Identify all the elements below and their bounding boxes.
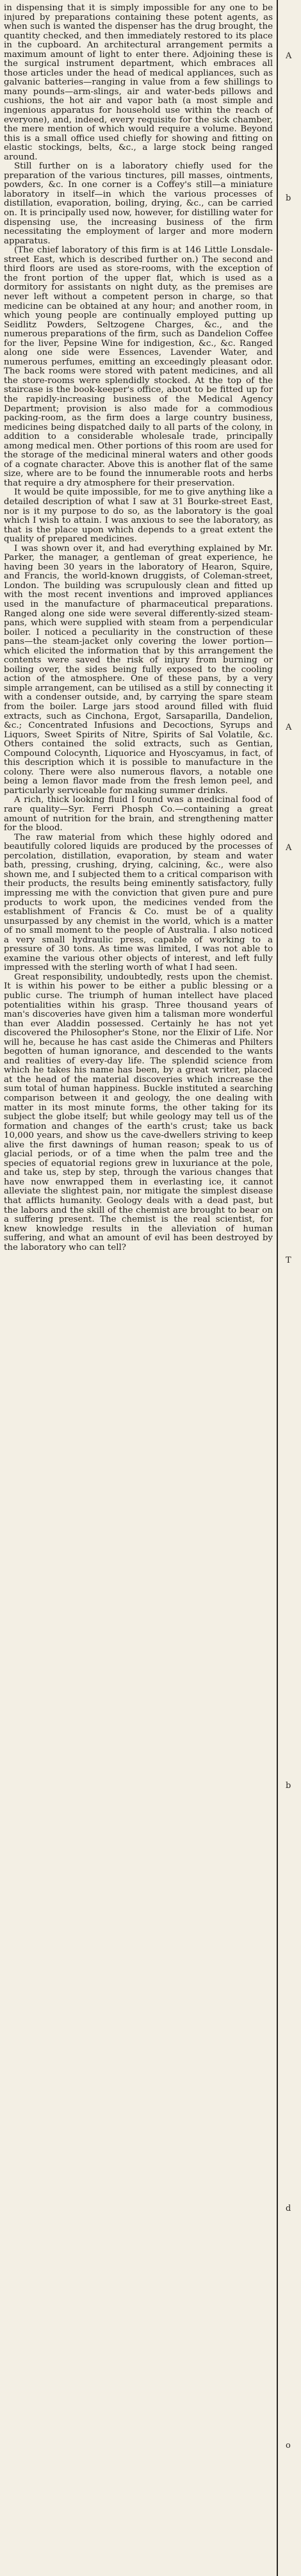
article-column: [4, 4, 273, 2570]
adjacent-column-letter: b: [286, 193, 291, 203]
article-paragraph: Still further on is a laboratory chiefly used for the preparation of the various tinctures, pill masses, ointments, powders, &c. In one corner is a Coffey's still—a miniature laboratory in itself—in which the various processes of distillation, evaporation, boiling, drying, &c., can be carried on. It is principally used now, however, for distilling water for dispensing use, the increasing business of the firm necessitating the employment of larger and more modern apparatus.: [4, 161, 273, 246]
adjacent-column-letter: d: [286, 2204, 291, 2213]
adjacent-column-letter: A: [286, 843, 292, 853]
article-paragraph: (The chief laboratory of this firm is at 146 Little Lonsdale-street East, which is described further on.) The second and third floors are used as store-rooms, with the exception of the front portion of the upper flat, which is used as a dormitory for assistants on night duty, as the premises are never left without a competent person in charge, so that medicine can be obtained at any hour; and another room, in which young people are continually employed putting up Seidlitz Powders, Seltzogene Charges, &c., and the numerous preparations of the firm, such as Dandelion Coffee for the liver, Pepsine Wine for indigestion, &c., &c. Ranged along one side were Essences, Lavender Water, and numerous perfumes, emitting an exceedingly pleasant odor. The back rooms were stored with patent medicines, and all the store-rooms were splendidly stocked. At the top of the staircase is the book-keeper's office, about to be fitted up for the rapidly-increasing business of the Medical Agency Department; provision is also made for a commodious packing-room, as the firm does a large country business, medicines being dispatched daily to all parts of the colony, in addition to a considerable wholesale trade, principally among medical men. Other portions of this room are used for the storage of the medicinal mineral waters and other goods of a cognate character. Above this is another flat of the same size, where are to be found the innumerable roots and herbs that require a dry atmosphere for their preservation.: [4, 245, 273, 488]
article-paragraph: I was shown over it, and had everything explained by Mr. Parker, the manager, a gentleman of great experience, he having been 30 years in the laboratory of Hearon, Squire, and Francis, the world-known druggists, of Coleman-street, London. The building was scrupulously clean and fitted up with the most recent inventions and improved appliances used in the manufacture of pharmaceutical preparations. Ranged along one side were several differently-sized steam-pans, which were supplied with steam from a perpendicular boiler. I noticed a peculiarity in the construction of these pans—the steam-jacket only covering the lower portion—which elicited the information that by this arrangement the contents were saved the risk of injury from burning or boiling over, the sides being fully exposed to the cooling action of the atmosphere. One of these pans, by a very simple arrangement, can be utilised as a still by connecting it with a condenser outside, and, by carrying the spare steam from the boiler. Large jars stood around filled with fluid extracts, such as Cinchona, Ergot, Sarsaparilla, Dandelion, &c.; Concentrated Infusions and Decoctions, Syrups and Liquors, Sweet Spirits of Nitre, Spirits of Sal Volatile, &c. Others contained the solid extracts, such as Gentian, Compound Colocynth, Liquorice and Hyoscyamus, in fact, of this description which it is possible to manufacture in the colony. There were also numerous flavors, a notable one being a lemon flavor made from the fresh lemon peel, and particularly serviceable for making summer drinks.: [4, 543, 273, 796]
article-paragraph: Great responsibility, undoubtedly, rests upon the chemist. It is within his power to be either a public blessing or a public curse. The triumph of human intellect have placed potentialities within his grasp. Three thousand years of man's discoveries have given him a talisman more wonderful than ever Aladdin possessed. Certainly he has not yet discovered the Philosopher's Stone, nor the Elixir of Life. Nor will he, because he has cast aside the Chimeras and Philters begotten of human ignorance, and descended to the wants and realities of every-day life. The splendid science from which he takes his name has been, by a great writer, placed at the head of the material discoveries which increase the sum total of human happiness. Buckle instituted a searching comparison between it and geology, the one dealing with matter in its most minute forms, the other taking for its subject the globe itself; but while geology may tell us of the formation and changes of the earth's crust; take us back 10,000 years, and show us the cave-dwellers striving to keep alive the first dawnings of human reason; speak to us of glacial periods, or of a time when the palm tree and the species of equatorial regions grew in luxuriance at the pole, and take us, step by step, through the various changes that have now enwrapped them in everlasting ice, it cannot alleviate the slightest pain, nor mitigate the simplest disease that afflicts humanity. Geology deals with a dead past, but the labors and the skill of the chemist are brought to bear on a suffering present. The chemist is the real scientist, for knew knowledge results in the alleviation of human suffering, and what an amount of evil has been destroyed by the laboratory who can tell?: [4, 972, 273, 1252]
adjacent-column-letter: b: [286, 1781, 291, 1791]
article-paragraph: The raw material from which these highly odored and beautifully colored liquids are produced by the processes of percolation, distillation, evaporation, by steam and water bath, pressing, crushing, drying, calcining, &c., were also shown me, and I subjected them to a critical comparison with their products, the results being eminently satisfactory, fully impressing me with the conviction that given pure and pure products to work upon, the medicines vended from the establishment of Francis & Co. must be of a quality unsurpassed by any chemist in the world, which is a matter of no small moment to the people of Australia. I also noticed a very small hydraulic press, capable of working to a pressure of 30 tons. As time was limited, I was not able to examine the various other objects of interest, and left fully impressed with the sterling worth of what I had seen.: [4, 832, 273, 973]
adjacent-column-letter: T: [286, 1256, 291, 1265]
article-paragraph: It would be quite impossible, for me to give anything like a detailed description of what I saw at 31 Bourke-street East, nor is it my purpose to do so, as the laboratory is the goal which I wish to attain. I was anxious to see the laboratory, as that is the place upon which depends to a great extent the quality of prepared medicines.: [4, 488, 273, 545]
article-paragraph: A rich, thick looking fluid I found was a medicinal food of rare quality—Syr. Ferri Phosph Co.—containing a great amount of nutrition for the brain, and strengthening matter for the blood.: [4, 795, 273, 833]
adjacent-column-letter: A: [286, 723, 292, 732]
article-paragraph: in dispensing that it is simply impossible for any one to be injured by preparations containing these potent agents, as when such is wanted the dispenser has the drug brought, the quantity checked, and then immediately restored to its place in the cupboard. An architectural arrangement permits a maximum amount of light to enter there. Adjoining these is the surgical instrument department, which embraces all those articles under the head of medical appliances, such as galvanic batteries—ranging in value from a few shillings to many pounds—arm-slings, air and water-beds pillows and cushions, the hot air and vapor bath (a most simple and ingenious apparatus for household use within the reach of everyone), and, indeed, every requisite for the sick chamber, the mere mention of which would require a volume. Beyond this is a small office used chiefly for showing and fitting on elastic stockings, belts, &c., a large stock being ranged around.: [4, 4, 273, 162]
adjacent-column-letter: A: [286, 51, 292, 61]
column-rule: [277, 0, 278, 2576]
adjacent-column-letter: o: [286, 2441, 291, 2450]
adjacent-column-edge: [282, 0, 301, 2576]
